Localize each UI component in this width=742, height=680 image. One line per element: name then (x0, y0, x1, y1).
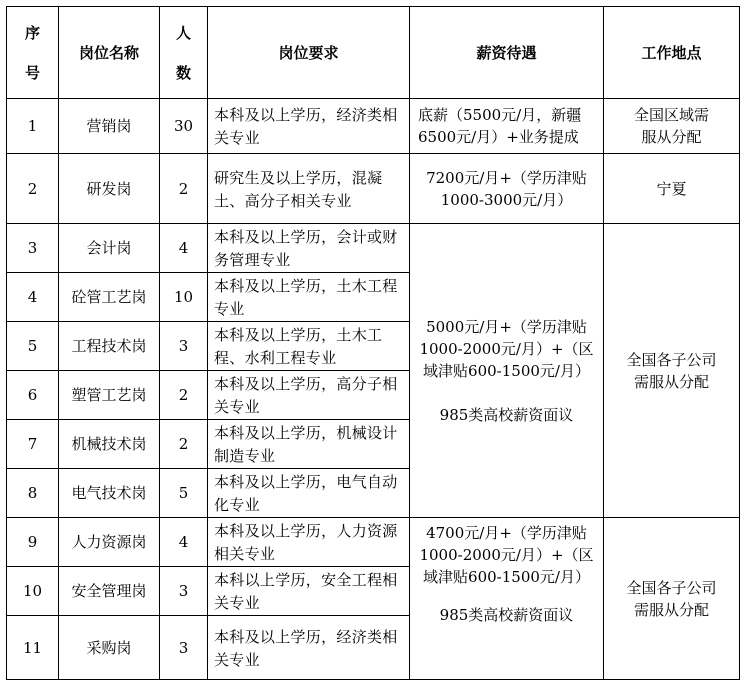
cell-no: 5 (7, 322, 59, 371)
header-name: 岗位名称 (59, 7, 160, 99)
header-no-char-2: 号 (24, 63, 40, 82)
cell-count: 3 (160, 616, 208, 680)
cell-req: 研究生及以上学历，混凝土、高分子相关专业 (208, 154, 410, 224)
cell-no: 3 (7, 224, 59, 273)
cell-count: 5 (160, 469, 208, 518)
cell-location-merged: 全国各子公司需服从分配 (604, 518, 740, 680)
cell-name: 安全管理岗 (59, 567, 160, 616)
table-row (7, 154, 740, 224)
header-salary: 薪资待遇 (410, 7, 604, 99)
cell-no: 10 (7, 567, 59, 616)
cell-count: 10 (160, 273, 208, 322)
spacer (414, 588, 599, 604)
cell-name: 工程技术岗 (59, 322, 160, 371)
cell-salary: 7200元/月+（学历津贴1000-3000元/月） (410, 154, 604, 224)
cell-no: 7 (7, 420, 59, 469)
cell-name: 机械技术岗 (59, 420, 160, 469)
header-location: 工作地点 (604, 7, 740, 99)
cell-salary-merged (410, 518, 604, 680)
spacer (414, 382, 599, 404)
header-count-char-2: 数 (175, 63, 191, 82)
cell-name: 塑管工艺岗 (59, 371, 160, 420)
cell-location: 全国区域需服从分配 (604, 99, 740, 154)
salary-text: 4700元/月+（学历津贴1000-2000元/月）+（区域津贴600-1500元/月） (419, 524, 594, 586)
cell-req: 本科及以上学历，会计或财务管理专业 (208, 224, 410, 273)
cell-no: 4 (7, 273, 59, 322)
cell-name: 营销岗 (59, 99, 160, 154)
cell-no: 2 (7, 154, 59, 224)
table-row (7, 518, 740, 567)
header-row (7, 7, 740, 99)
recruitment-table (6, 6, 740, 680)
cell-req: 本科及以上学历，经济类相关专业 (208, 616, 410, 680)
salary-text: 5000元/月+（学历津贴1000-2000元/月）+（区域津贴600-1500元/月） (419, 317, 594, 380)
cell-count: 30 (160, 99, 208, 154)
cell-count: 3 (160, 567, 208, 616)
cell-req: 本科及以上学历，土木工程专业 (208, 273, 410, 322)
cell-no: 6 (7, 371, 59, 420)
cell-req: 本科及以上学历，高分子相关专业 (208, 371, 410, 420)
header-req: 岗位要求 (208, 7, 410, 99)
cell-req: 本科及以上学历，人力资源相关专业 (208, 518, 410, 567)
cell-req: 本科以上学历，安全工程相关专业 (208, 567, 410, 616)
cell-count: 2 (160, 154, 208, 224)
cell-req: 本科及以上学历，电气自动化专业 (208, 469, 410, 518)
header-no (7, 7, 59, 99)
cell-name: 采购岗 (59, 616, 160, 680)
cell-count: 4 (160, 518, 208, 567)
cell-req: 本科及以上学历，土木工程、水利工程专业 (208, 322, 410, 371)
cell-no: 11 (7, 616, 59, 680)
cell-location: 宁夏 (604, 154, 740, 224)
salary-note: 985类高校薪资面议 (439, 606, 574, 624)
spacer (160, 46, 207, 60)
table-row (7, 99, 740, 154)
cell-name: 会计岗 (59, 224, 160, 273)
cell-name: 人力资源岗 (59, 518, 160, 567)
cell-count: 3 (160, 322, 208, 371)
cell-no: 8 (7, 469, 59, 518)
header-no-char-1: 序 (24, 23, 40, 42)
cell-no: 9 (7, 518, 59, 567)
cell-no: 1 (7, 99, 59, 154)
cell-salary: 底薪（5500元/月，新疆6500元/月）+业务提成 (410, 99, 604, 154)
cell-salary-merged (410, 224, 604, 518)
table-row (7, 224, 740, 273)
cell-count: 4 (160, 224, 208, 273)
cell-req: 本科及以上学历，经济类相关专业 (208, 99, 410, 154)
cell-name: 砼管工艺岗 (59, 273, 160, 322)
spacer (7, 46, 58, 60)
cell-count: 2 (160, 420, 208, 469)
cell-name: 电气技术岗 (59, 469, 160, 518)
header-count (160, 7, 208, 99)
header-count-char-1: 人 (175, 23, 191, 42)
cell-req: 本科及以上学历，机械设计制造专业 (208, 420, 410, 469)
salary-note: 985类高校薪资面议 (439, 405, 574, 424)
cell-count: 2 (160, 371, 208, 420)
cell-location-merged: 全国各子公司需服从分配 (604, 224, 740, 518)
cell-name: 研发岗 (59, 154, 160, 224)
